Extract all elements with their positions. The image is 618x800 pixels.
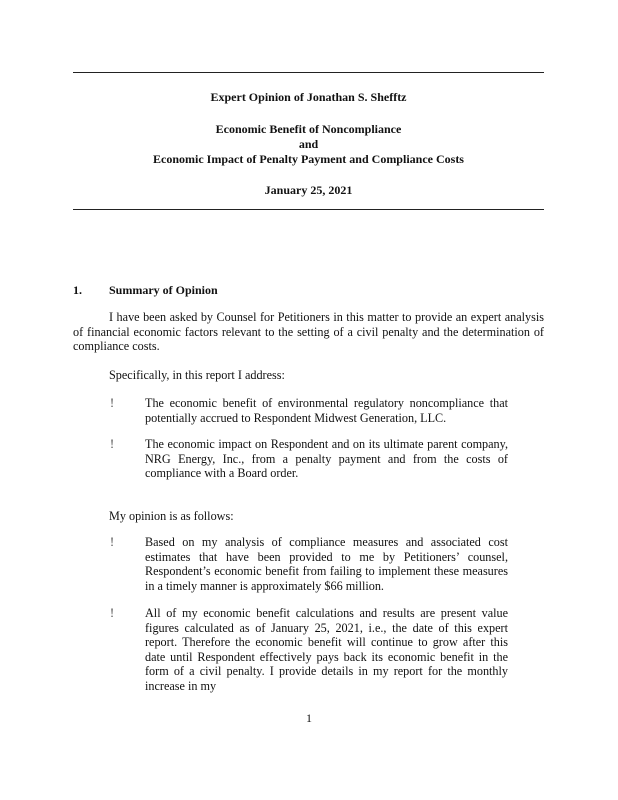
opinion-lead-paragraph: My opinion is as follows: (109, 509, 234, 523)
report-subtitle-line-3: Economic Impact of Penalty Payment and Compliance Costs (153, 152, 464, 166)
list-item (110, 437, 508, 481)
list-item (110, 606, 508, 693)
list-item-text: All of my economic benefit calculations and results are present value figures calculated as of January 25, 2021, i.e., the date of this expert report. Therefore the economic benefit will continue to grow after this date until Respondent effectively pays back its economic benefit in the form of a civil penalty. I provide details in my report for the monthly increase in my (145, 606, 508, 693)
bullet-icon: ! (110, 535, 115, 549)
bullet-icon: ! (110, 606, 115, 620)
list-item-text: Based on my analysis of compliance measures and associated cost estimates that have been provided to me by Petitioners’ counsel, Respondent’s economic benefit from failing to implement these measures in a timely manner is approximately $66 million. (145, 535, 508, 593)
specifically-paragraph: Specifically, in this report I address: (109, 368, 285, 382)
report-title: Expert Opinion of Jonathan S. Shefftz (210, 90, 407, 104)
list-item-text: The economic benefit of environmental regulatory noncompliance that potentially accrued to Respondent Midwest Generation, LLC. (145, 396, 508, 425)
bottom-rule (73, 209, 544, 210)
report-subtitle-line-2: and (298, 137, 319, 151)
list-item (110, 396, 508, 425)
section-number: 1. (73, 283, 82, 297)
section-title: Summary of Opinion (109, 283, 218, 297)
list-item (110, 535, 508, 593)
list-item-text: The economic impact on Respondent and on its ultimate parent company, NRG Energy, Inc., from a penalty payment and from the costs of compliance with a Board order. (145, 437, 508, 480)
report-subtitle-line-1: Economic Benefit of Noncompliance (215, 122, 402, 136)
page-number: 1 (306, 711, 312, 725)
intro-paragraph: I have been asked by Counsel for Petitioners in this matter to provide an expert analysis of financial economic factors relevant to the setting of a civil penalty and the determination of compliance costs. (73, 310, 544, 353)
bullet-icon: ! (110, 437, 115, 451)
report-date: January 25, 2021 (264, 183, 353, 197)
top-rule (73, 72, 544, 73)
bullet-icon: ! (110, 396, 115, 410)
